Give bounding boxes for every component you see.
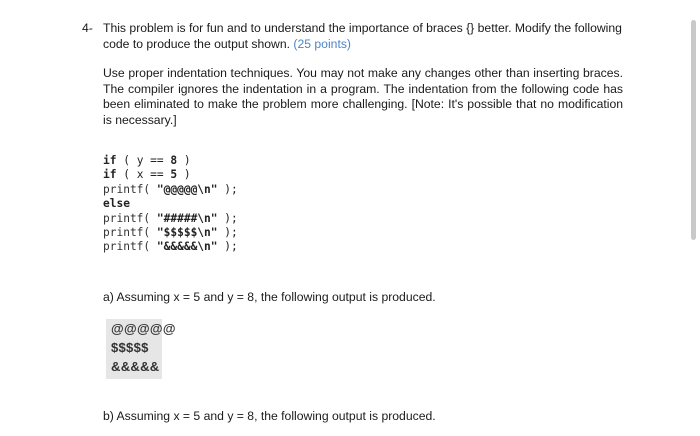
code-keyword: else bbox=[103, 197, 130, 211]
code-text: ) bbox=[177, 154, 191, 167]
code-function: printf( bbox=[103, 182, 157, 196]
instructions-paragraph: Use proper indentation techniques. You may not make any changes other than inserting braces. The compiler ignores the indentation in a program. The indentation from the following code has been eliminated to make the problem more challenging. [Note: It's possible that no modification is necessary.] bbox=[103, 66, 623, 127]
code-text: ( y == bbox=[116, 154, 171, 167]
problem-prompt bbox=[103, 21, 623, 52]
scrollbar-thumb[interactable] bbox=[691, 20, 696, 240]
part-a-question: a) Assuming x = 5 and y = 8, the following output is produced. bbox=[103, 290, 436, 304]
code-line-1 bbox=[103, 154, 238, 168]
code-text: ) bbox=[177, 168, 191, 182]
output-line-1: @@@@@ bbox=[111, 321, 176, 336]
code-function: printf( bbox=[103, 211, 157, 225]
code-number: 8 bbox=[170, 154, 178, 167]
code-text: ); bbox=[217, 211, 238, 225]
code-string: "&&&&&\n" bbox=[156, 240, 218, 254]
points-label: (25 points) bbox=[293, 36, 351, 51]
code-function: printf( bbox=[103, 226, 157, 240]
code-line-6 bbox=[103, 226, 238, 240]
code-keyword: if bbox=[103, 168, 117, 182]
code-text: ); bbox=[217, 182, 238, 196]
problem-number: 4- bbox=[82, 21, 93, 35]
code-block bbox=[103, 154, 238, 255]
code-number: 5 bbox=[170, 168, 178, 182]
code-text: ); bbox=[217, 226, 238, 240]
code-string: "#####\n" bbox=[156, 211, 218, 225]
code-line-5 bbox=[103, 212, 238, 226]
code-keyword: if bbox=[103, 154, 117, 167]
code-text: ); bbox=[217, 240, 238, 254]
code-string: "$$$$$\n" bbox=[156, 226, 218, 240]
code-line-4 bbox=[103, 197, 238, 211]
output-line-2: $$$$$ bbox=[111, 340, 149, 355]
code-line-7 bbox=[103, 240, 238, 254]
code-string: "@@@@@\n" bbox=[156, 182, 218, 196]
part-a-output-image bbox=[106, 319, 176, 379]
output-line-3: &&&&& bbox=[111, 359, 160, 374]
part-b-question: b) Assuming x = 5 and y = 8, the following output is produced. bbox=[103, 409, 436, 423]
prompt-text: This problem is for fun and to understand the importance of braces {} better. Modify the following code to produce the output shown. bbox=[103, 21, 622, 51]
code-line-2 bbox=[103, 168, 238, 182]
code-line-3 bbox=[103, 183, 238, 197]
code-text: ( x == bbox=[116, 168, 171, 182]
code-function: printf( bbox=[103, 240, 157, 254]
